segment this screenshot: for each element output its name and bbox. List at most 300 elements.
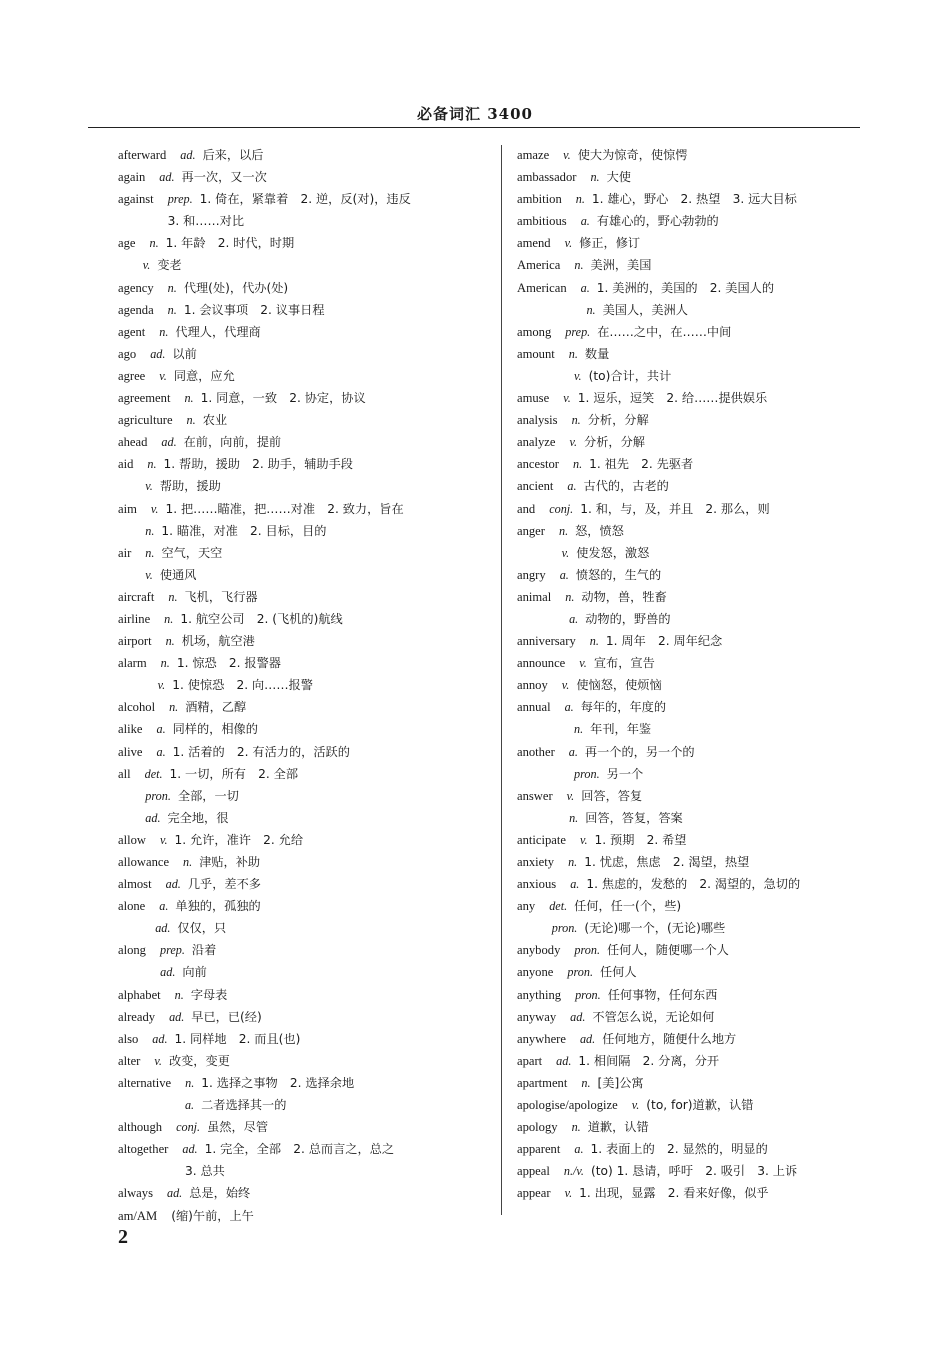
part-of-speech: n. — [565, 589, 575, 604]
part-of-speech: a. — [159, 899, 169, 914]
definition: 1. 倚在，紧靠着 2. 逆，反(对)，违反 — [199, 192, 411, 207]
headword: allow — [118, 832, 146, 847]
dictionary-entry-line — [517, 785, 857, 807]
part-of-speech: n. — [169, 700, 179, 715]
headword: answer — [517, 788, 553, 803]
part-of-speech: v. — [150, 501, 159, 516]
headword: analyze — [517, 435, 556, 450]
definition: 1. 表面上的 2. 显然的，明显的 — [590, 1142, 768, 1157]
headword: anywhere — [517, 1031, 566, 1046]
definition: 虽然，尽管 — [207, 1120, 269, 1135]
headword: alike — [118, 722, 143, 737]
dictionary-entry-line — [517, 586, 857, 608]
right-column — [517, 144, 857, 1205]
part-of-speech: det. — [144, 766, 163, 781]
headword: anxiety — [517, 855, 555, 869]
definition: 每年的，年度的 — [580, 700, 667, 715]
headword: anyway — [517, 1009, 557, 1024]
part-of-speech: n. — [568, 855, 578, 869]
definition: 任何，任一(个，些) — [574, 899, 682, 914]
headword: anybody — [517, 943, 561, 958]
headword: already — [118, 1009, 156, 1024]
dictionary-entry-line — [517, 542, 857, 564]
headword: apology — [517, 1120, 558, 1135]
headword: airport — [118, 634, 152, 649]
definition: 1. 会议事项 2. 议事日程 — [183, 302, 325, 317]
dictionary-entry-line — [517, 630, 857, 652]
definition: 动物的，野兽的 — [585, 611, 671, 626]
dictionary-entry-line — [118, 1160, 493, 1182]
dictionary-entry-line — [517, 696, 857, 718]
headword: apart — [517, 1053, 543, 1068]
part-of-speech: a. — [567, 479, 577, 494]
dictionary-entry-line — [517, 895, 857, 917]
part-of-speech: v. — [563, 391, 571, 406]
definition: 再一次，又一次 — [181, 170, 267, 185]
part-of-speech: ad. — [556, 1053, 572, 1068]
part-of-speech: n. — [581, 1075, 591, 1090]
part-of-speech: ad. — [159, 170, 175, 185]
headword: another — [517, 744, 555, 759]
headword: ancestor — [517, 457, 559, 472]
dictionary-entry-line — [118, 829, 493, 851]
definition: 1. 出现，显露 2. 看来好像，似乎 — [579, 1186, 769, 1201]
headword: ambassador — [517, 170, 577, 185]
part-of-speech: v. — [561, 678, 570, 693]
dictionary-entry-line — [118, 498, 493, 520]
dictionary-entry-line — [118, 1006, 493, 1028]
part-of-speech: pron. — [574, 943, 600, 958]
headword: although — [118, 1120, 163, 1135]
headword: alive — [118, 744, 143, 759]
part-of-speech: n. — [568, 346, 578, 361]
dictionary-entry-line — [517, 961, 857, 983]
part-of-speech: n. — [572, 457, 583, 472]
headword: ago — [118, 346, 137, 361]
headword: appear — [517, 1186, 551, 1201]
headword: analysis — [517, 413, 558, 428]
definition: 宣布，宣告 — [593, 656, 655, 671]
definition: 代理人，代理商 — [175, 324, 261, 339]
part-of-speech: ad. — [155, 921, 171, 936]
dictionary-entry-line — [517, 1006, 857, 1028]
part-of-speech: n. — [167, 302, 177, 317]
definition: (缩)午前，上午 — [171, 1208, 254, 1223]
definition: 几乎，差不多 — [187, 877, 261, 892]
dictionary-entry-line — [118, 696, 493, 718]
dictionary-entry-line — [118, 718, 493, 740]
headword: agriculture — [118, 413, 173, 428]
headword: agent — [118, 324, 146, 339]
definition: 农业 — [202, 413, 228, 428]
dictionary-entry-line — [118, 299, 493, 321]
definition: 空气，天空 — [161, 545, 223, 560]
dictionary-entry-line — [118, 453, 493, 475]
headword: annual — [517, 700, 551, 715]
definition: 1. 忧虑，焦虑 2. 渴望，热望 — [584, 855, 750, 869]
dictionary-entry-line — [118, 763, 493, 785]
part-of-speech: n. — [145, 523, 155, 538]
dictionary-entry-line — [517, 851, 857, 873]
part-of-speech: det. — [549, 899, 568, 914]
dictionary-entry-line — [517, 387, 857, 409]
part-of-speech: ad. — [152, 1031, 168, 1046]
dictionary-entry-line — [517, 254, 857, 276]
headword: ambition — [517, 192, 562, 207]
headword: anniversary — [517, 634, 576, 649]
dictionary-entry-line — [118, 166, 493, 188]
dictionary-entry-line — [517, 608, 857, 630]
part-of-speech: v. — [145, 479, 153, 494]
dictionary-entry-line — [118, 232, 493, 254]
definition: 再一个的，另一个的 — [584, 744, 695, 759]
headword: anger — [517, 523, 545, 538]
headword: altogether — [118, 1142, 169, 1157]
definition: 1. 雄心，野心 2. 热望 3. 远大目标 — [591, 192, 797, 207]
part-of-speech: v. — [145, 567, 153, 582]
dictionary-entry-line — [118, 144, 493, 166]
part-of-speech: a. — [559, 567, 569, 582]
definition: 字母表 — [190, 987, 228, 1002]
definition: 同意，应允 — [173, 368, 235, 383]
definition: 向前 — [182, 965, 207, 980]
headword: angry — [517, 567, 546, 582]
definition: 3. 和……对比 — [167, 214, 245, 229]
definition: 二者选择其一的 — [201, 1098, 287, 1113]
definition: 古代的，古老的 — [583, 479, 669, 494]
dictionary-entry-line — [118, 343, 493, 365]
headword: anticipate — [517, 832, 566, 847]
dictionary-entry-line — [118, 1050, 493, 1072]
part-of-speech: n. — [168, 589, 178, 604]
definition: 使通风 — [159, 567, 197, 582]
headword: appeal — [517, 1164, 550, 1179]
headword: anxious — [517, 877, 557, 892]
dictionary-entry-line — [517, 188, 857, 210]
headword: also — [118, 1031, 139, 1046]
column-divider — [501, 145, 502, 1215]
dictionary-entry-line — [517, 210, 857, 232]
definition: (无论)哪一个，(无论)哪些 — [584, 921, 726, 936]
dictionary-entry-line — [118, 365, 493, 387]
definition: (to)合计，共计 — [588, 368, 672, 383]
definition: 年刊，年鉴 — [590, 722, 652, 737]
definition: 完全地，很 — [167, 810, 229, 825]
part-of-speech: v. — [569, 435, 578, 450]
definition: [美]公寓 — [597, 1075, 644, 1090]
dictionary-entry-line — [118, 939, 493, 961]
part-of-speech: n. — [571, 1120, 581, 1135]
part-of-speech: ad. — [570, 1009, 586, 1024]
definition: 分析，分解 — [584, 435, 645, 450]
dictionary-entry-line — [118, 785, 493, 807]
definition: 不管怎么说，无论如何 — [592, 1009, 715, 1024]
headword: announce — [517, 656, 566, 671]
dictionary-entry-line — [517, 674, 857, 696]
dictionary-entry-line — [517, 807, 857, 829]
part-of-speech: v. — [564, 1186, 573, 1201]
part-of-speech: ad. — [166, 1186, 183, 1201]
part-of-speech: n. — [165, 634, 175, 649]
dictionary-entry-line — [118, 254, 493, 276]
headword: amend — [517, 236, 551, 251]
definition: 机场，航空港 — [181, 634, 255, 649]
part-of-speech: n. — [590, 170, 600, 185]
headword: air — [118, 545, 132, 560]
definition: 美国人，美洲人 — [602, 302, 688, 317]
part-of-speech: n. — [569, 810, 579, 825]
definition: 任何人，随便哪一个人 — [607, 943, 729, 958]
dictionary-entry-line — [517, 409, 857, 431]
definition: 1. 允许，准许 2. 允给 — [174, 832, 304, 847]
definition: 1. 同样地 2. 而且(也) — [174, 1031, 301, 1046]
part-of-speech: a. — [580, 214, 590, 229]
part-of-speech: ad. — [160, 965, 176, 980]
part-of-speech: n. — [558, 523, 569, 538]
dictionary-entry-line — [517, 520, 857, 542]
part-of-speech: n. — [571, 413, 581, 428]
dictionary-entry-line — [517, 144, 857, 166]
dictionary-entry-line — [118, 475, 493, 497]
part-of-speech: v. — [574, 368, 582, 383]
dictionary-entry-line — [517, 166, 857, 188]
headword: agency — [118, 280, 154, 295]
dictionary-entry-line — [118, 409, 493, 431]
part-of-speech: pron. — [567, 965, 593, 980]
dictionary-entry-line — [517, 984, 857, 1006]
part-of-speech: a. — [569, 611, 579, 626]
definition: 早已，已(经) — [191, 1009, 262, 1024]
dictionary-entry-line — [517, 343, 857, 365]
definition: 1. 美洲的，美国的 2. 美国人的 — [596, 280, 775, 295]
part-of-speech: n. — [145, 545, 155, 560]
definition: 代理(处)，代办(处) — [183, 280, 289, 295]
headword: alone — [118, 899, 146, 914]
headword: among — [517, 324, 552, 339]
definition: 1. 祖先 2. 先驱者 — [589, 457, 694, 472]
definition: 1. 周年 2. 周年纪念 — [605, 634, 723, 649]
headword: allowance — [118, 855, 170, 869]
definition: 任何事物，任何东西 — [607, 987, 718, 1002]
definition: 使发怒，激怒 — [576, 545, 650, 560]
dictionary-entry-line — [118, 1094, 493, 1116]
part-of-speech: n. — [586, 302, 596, 317]
definition: 总是，始终 — [189, 1186, 251, 1201]
dictionary-entry-line — [517, 299, 857, 321]
dictionary-entry-line — [118, 387, 493, 409]
dictionary-entry-line — [118, 873, 493, 895]
header-rule — [88, 127, 860, 128]
dictionary-entry-line — [517, 232, 857, 254]
definition: 回答，答复，答案 — [585, 810, 683, 825]
part-of-speech: n. — [159, 324, 169, 339]
part-of-speech: n. — [575, 192, 585, 207]
page-number: 2 — [118, 1226, 128, 1248]
headword: any — [517, 899, 536, 914]
dictionary-entry-line — [517, 1116, 857, 1138]
dictionary-entry-line — [118, 277, 493, 299]
dictionary-entry-line — [517, 277, 857, 299]
dictionary-entry-line — [118, 851, 493, 873]
dictionary-entry-line — [118, 1072, 493, 1094]
headword: alternative — [118, 1075, 172, 1090]
headword: American — [517, 280, 567, 295]
definition: 变老 — [157, 258, 182, 273]
definition: 以前 — [172, 346, 197, 361]
dictionary-entry-line — [118, 652, 493, 674]
part-of-speech: pron. — [574, 766, 600, 781]
part-of-speech: a. — [184, 1098, 195, 1113]
part-of-speech: v. — [561, 545, 570, 560]
dictionary-entry-line — [118, 210, 493, 232]
part-of-speech: prep. — [159, 943, 185, 958]
dictionary-entry-line — [517, 475, 857, 497]
dictionary-entry-line — [517, 829, 857, 851]
dictionary-entry-line — [118, 1182, 493, 1204]
definition: 1. 瞄准，对准 2. 目标，目的 — [161, 523, 327, 538]
part-of-speech: a. — [574, 1142, 584, 1157]
part-of-speech: a. — [156, 722, 166, 737]
dictionary-entry-line — [517, 652, 857, 674]
part-of-speech: pron. — [575, 987, 601, 1002]
definition: 单独的，孤独的 — [175, 899, 261, 914]
dictionary-entry-line — [517, 453, 857, 475]
part-of-speech: n. — [574, 258, 584, 273]
part-of-speech: v. — [159, 832, 168, 847]
headword: all — [118, 766, 131, 781]
dictionary-entry-line — [118, 542, 493, 564]
definition: 在……之中，在……中间 — [597, 324, 732, 339]
part-of-speech: n. — [147, 457, 157, 472]
headword: again — [118, 170, 146, 185]
definition: 1. 逗乐，逗笑 2. 给……提供娱乐 — [577, 391, 768, 406]
part-of-speech: conj. — [549, 501, 574, 516]
headword: almost — [118, 877, 152, 892]
headword: and — [517, 501, 536, 516]
part-of-speech: n./v. — [563, 1164, 584, 1179]
dictionary-entry-line — [118, 674, 493, 696]
definition: 帮助，援助 — [159, 479, 221, 494]
definition: 使恼怒，使烦恼 — [576, 678, 662, 693]
dictionary-entry-line — [118, 961, 493, 983]
part-of-speech: n. — [185, 1075, 195, 1090]
dictionary-entry-line — [118, 586, 493, 608]
headword: amount — [517, 346, 555, 361]
dictionary-entry-line — [118, 895, 493, 917]
definition: 改变，变更 — [168, 1053, 230, 1068]
headword: animal — [517, 589, 552, 604]
dictionary-entry-line — [517, 321, 857, 343]
definition: 1. 活着的 2. 有活力的，活跃的 — [172, 744, 350, 759]
part-of-speech: a. — [580, 280, 590, 295]
definition: 怒，愤怒 — [575, 523, 624, 538]
dictionary-entry-line — [118, 520, 493, 542]
definition: 1. 使惊恐 2. 向……报警 — [172, 678, 313, 693]
headword: amuse — [517, 391, 550, 406]
part-of-speech: ad. — [161, 435, 177, 450]
dictionary-entry-line — [517, 564, 857, 586]
part-of-speech: a. — [564, 700, 574, 715]
headword: age — [118, 236, 136, 251]
dictionary-entry-line — [517, 873, 857, 895]
definition: 1. 年龄 2. 时代，时期 — [165, 236, 295, 251]
headword: ancient — [517, 479, 554, 494]
dictionary-entry-line — [517, 1160, 857, 1182]
definition: 回答，答复 — [581, 788, 643, 803]
part-of-speech: ad. — [145, 810, 161, 825]
part-of-speech: v. — [154, 1053, 162, 1068]
definition: 仅仅，只 — [177, 921, 227, 936]
definition: 3. 总共 — [184, 1164, 225, 1179]
dictionary-entry-line — [517, 498, 857, 520]
part-of-speech: ad. — [182, 1142, 198, 1157]
dictionary-entry-line — [118, 1028, 493, 1050]
part-of-speech: v. — [564, 236, 573, 251]
dictionary-entry-line — [517, 431, 857, 453]
left-column — [118, 144, 493, 1227]
dictionary-entry-line — [517, 1050, 857, 1072]
part-of-speech: prep. — [565, 324, 591, 339]
definition: 飞机，飞行器 — [184, 589, 258, 604]
headword: airline — [118, 611, 151, 626]
part-of-speech: a. — [156, 744, 166, 759]
headword: apartment — [517, 1075, 568, 1090]
part-of-speech: prep. — [167, 192, 193, 207]
definition: 后来，以后 — [202, 148, 264, 162]
definition: 1. 预期 2. 希望 — [594, 832, 687, 847]
headword: apparent — [517, 1142, 561, 1157]
part-of-speech: ad. — [180, 148, 196, 162]
definition: 道歉，认错 — [587, 1120, 649, 1135]
part-of-speech: conj. — [176, 1120, 201, 1135]
definition: 有雄心的，野心勃勃的 — [596, 214, 719, 229]
part-of-speech: pron. — [551, 921, 578, 936]
definition: 1. 同意，一致 2. 协定，协议 — [200, 391, 366, 406]
definition: 酒精，乙醇 — [185, 700, 247, 715]
definition: 大使 — [606, 170, 631, 185]
dictionary-entry-line — [118, 1116, 493, 1138]
definition: 1. 焦虑的，发愁的 2. 渴望的，急切的 — [586, 877, 801, 892]
part-of-speech: ad. — [169, 1009, 185, 1024]
headword: ambitious — [517, 214, 567, 229]
headword: alphabet — [118, 987, 161, 1002]
dictionary-entry-line — [118, 564, 493, 586]
definition: (to) 1. 恳请，呼吁 2. 吸引 3. 上诉 — [590, 1164, 798, 1179]
definition: 沿着 — [191, 943, 217, 958]
dictionary-entry-line — [118, 741, 493, 763]
dictionary-entry-line — [517, 939, 857, 961]
definition: 分析，分解 — [587, 413, 649, 428]
part-of-speech: n. — [160, 656, 170, 671]
headword: amaze — [517, 148, 550, 162]
page-header-title: 必备词汇 3400 — [417, 105, 533, 123]
headword: apologise/apologize — [517, 1098, 618, 1113]
definition: 愤怒的，生气的 — [575, 567, 662, 582]
definition: 1. 相间隔 2. 分离，分开 — [578, 1053, 720, 1068]
definition: (to, for)道歉，认错 — [646, 1098, 754, 1113]
part-of-speech: a. — [568, 744, 578, 759]
part-of-speech: ad. — [150, 346, 166, 361]
dictionary-entry-line — [118, 321, 493, 343]
definition: 1. 完全，全部 2. 总而言之，总之 — [204, 1142, 395, 1157]
headword: aircraft — [118, 589, 155, 604]
dictionary-entry-line — [517, 1182, 857, 1204]
headword: am/AM — [118, 1208, 158, 1223]
part-of-speech: ad. — [579, 1031, 596, 1046]
dictionary-entry-line — [118, 1138, 493, 1160]
part-of-speech: v. — [157, 678, 166, 693]
dictionary-entry-line — [118, 630, 493, 652]
